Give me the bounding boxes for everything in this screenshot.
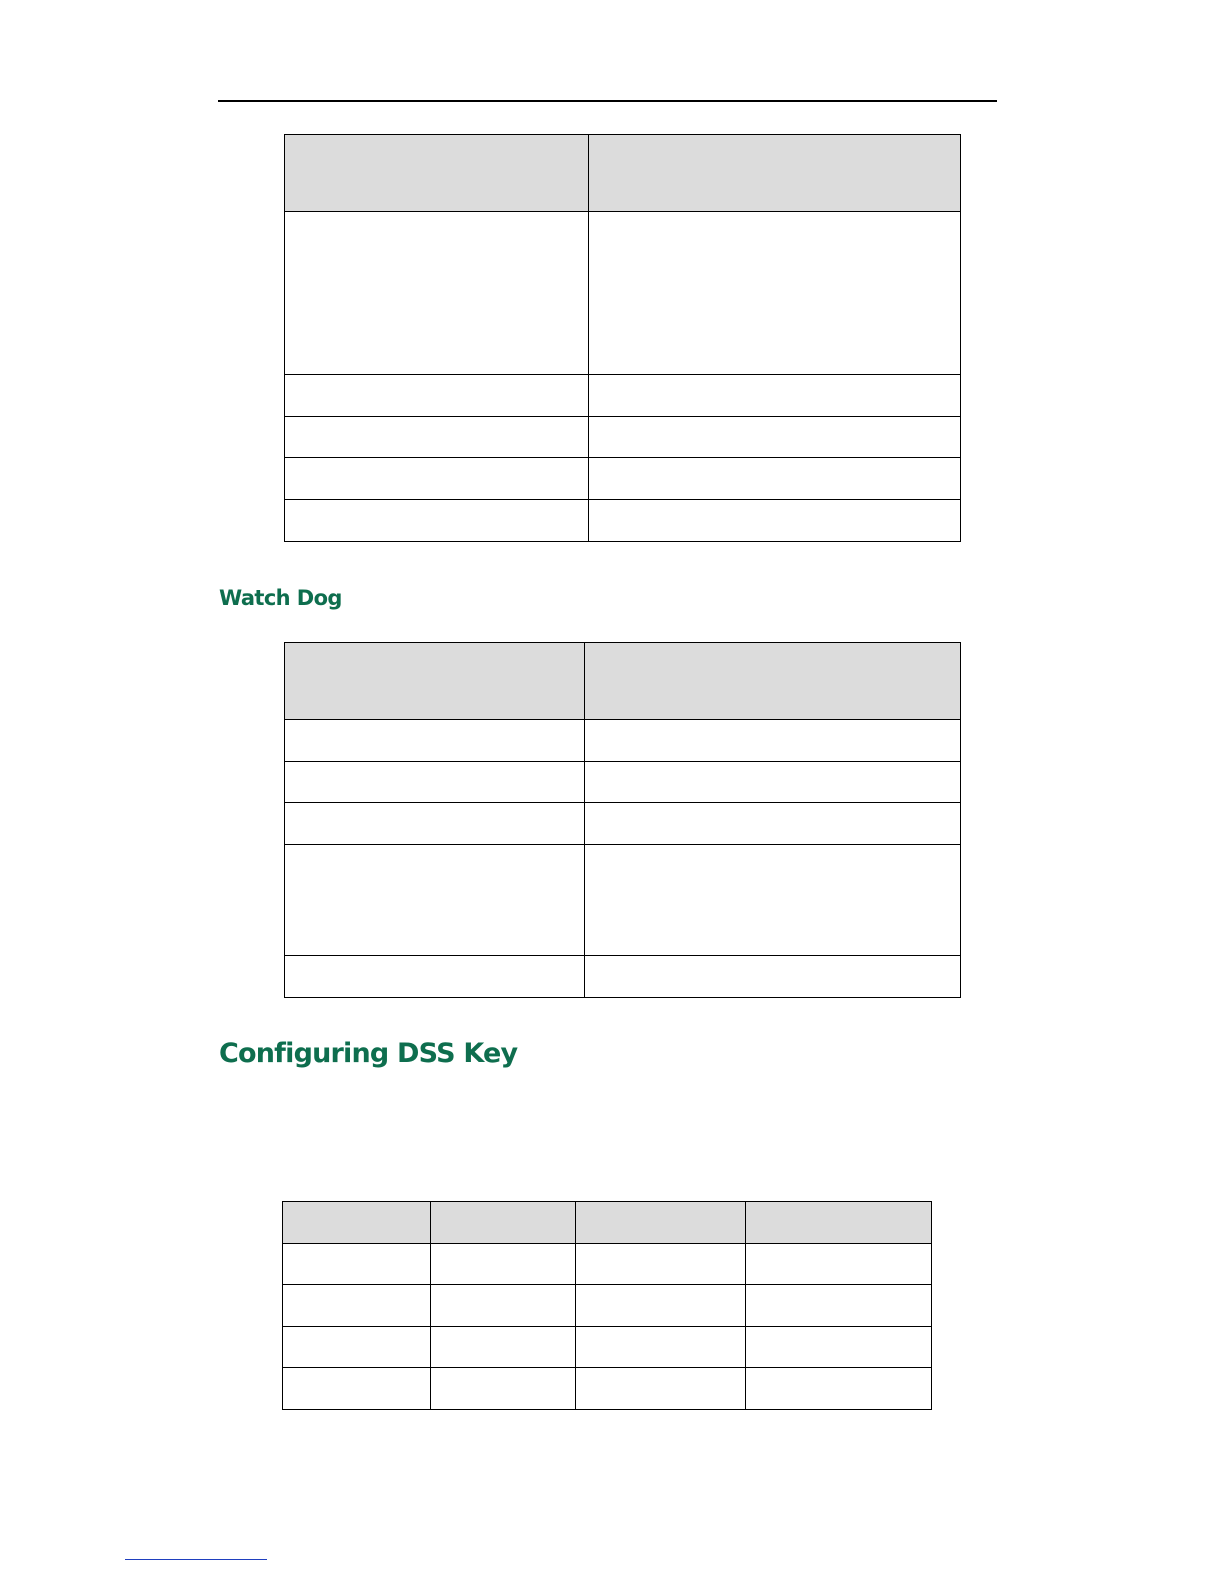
table-cell	[585, 720, 961, 762]
parameter-table-2	[284, 642, 961, 998]
table-cell	[285, 458, 589, 500]
table-cell	[589, 458, 961, 500]
table-cell	[283, 1368, 431, 1410]
table-cell	[576, 1285, 746, 1327]
table-cell	[746, 1327, 932, 1368]
table-cell	[589, 212, 961, 375]
table-row	[283, 1327, 932, 1368]
table-row	[283, 1368, 932, 1410]
table-header-cell	[285, 643, 585, 720]
table-cell	[285, 500, 589, 542]
table-header-row	[283, 1202, 932, 1244]
table-cell	[285, 375, 589, 417]
table-cell	[576, 1244, 746, 1285]
table-cell	[589, 375, 961, 417]
table-header-row	[285, 135, 961, 212]
table-row	[285, 417, 961, 458]
table-cell	[285, 762, 585, 803]
table-cell	[585, 803, 961, 845]
table-cell	[589, 417, 961, 458]
table-header-cell	[431, 1202, 576, 1244]
table-cell	[431, 1244, 576, 1285]
table-cell	[589, 500, 961, 542]
table-row	[283, 1244, 932, 1285]
table-row	[285, 762, 961, 803]
table-row	[285, 803, 961, 845]
table-row	[285, 720, 961, 762]
table-cell	[285, 803, 585, 845]
table-cell	[283, 1285, 431, 1327]
table-row	[285, 375, 961, 417]
table-row	[285, 845, 961, 956]
table-cell	[431, 1327, 576, 1368]
table-cell	[576, 1368, 746, 1410]
table-header-cell	[283, 1202, 431, 1244]
table-cell	[585, 956, 961, 998]
table-cell	[285, 417, 589, 458]
table-cell	[585, 845, 961, 956]
table-cell	[283, 1327, 431, 1368]
table-row	[285, 956, 961, 998]
table-cell	[585, 762, 961, 803]
section-heading-configuring-dss-key: Configuring DSS Key	[219, 1038, 518, 1069]
table-row	[285, 212, 961, 375]
table-cell	[283, 1244, 431, 1285]
table-header-row	[285, 643, 961, 720]
table-cell	[576, 1327, 746, 1368]
table-header-cell	[589, 135, 961, 212]
table-cell	[285, 956, 585, 998]
page-header-rule	[218, 100, 997, 102]
table-row	[285, 500, 961, 542]
table-cell	[746, 1368, 932, 1410]
table-header-cell	[585, 643, 961, 720]
parameter-table-1	[284, 134, 961, 542]
table-cell	[285, 720, 585, 762]
table-cell	[746, 1285, 932, 1327]
table-header-cell	[576, 1202, 746, 1244]
table-cell	[285, 845, 585, 956]
parameter-table-3	[282, 1201, 932, 1410]
table-header-cell	[285, 135, 589, 212]
table-header-cell	[746, 1202, 932, 1244]
footer-link-underline	[125, 1559, 267, 1560]
section-heading-watch-dog: Watch Dog	[219, 586, 342, 610]
table-cell	[431, 1285, 576, 1327]
table-row	[283, 1285, 932, 1327]
table-cell	[431, 1368, 576, 1410]
table-cell	[285, 212, 589, 375]
table-cell	[746, 1244, 932, 1285]
table-row	[285, 458, 961, 500]
